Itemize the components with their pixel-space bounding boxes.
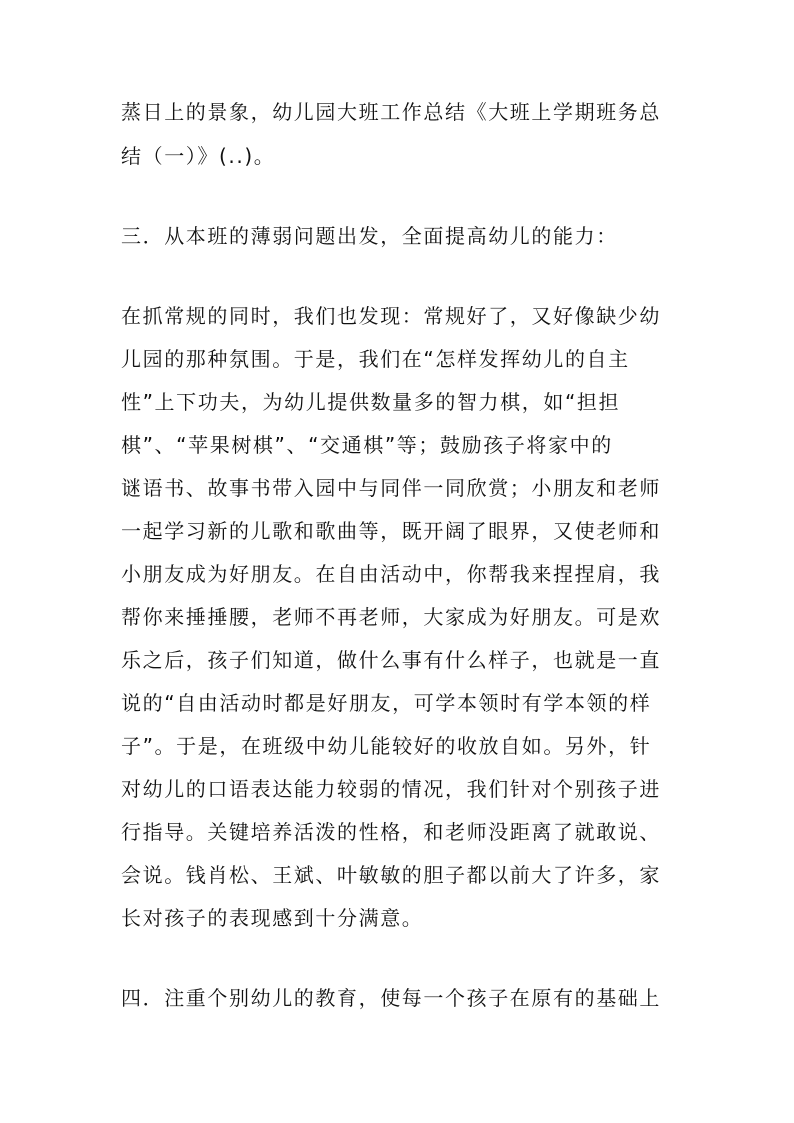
paragraph-line: 性”上下功夫，为幼儿提供数量多的智力棋，如“担担 [121,390,621,414]
paragraph-line: 说的“自由活动时都是好朋友，可学本领时有学本领的样 [121,691,652,715]
paragraph-line: 乐之后，孩子们知道，做什么事有什么样子，也就是一直 [121,648,661,672]
paragraph-line: 帮你来捶捶腰，老师不再老师，大家成为好朋友。可是欢 [121,605,661,629]
paragraph-line: 子”。于是，在班级中幼儿能较好的收放自如。另外，针 [121,734,652,758]
section-heading: 四．注重个别幼儿的教育，使每一个孩子在原有的基础上 [121,986,661,1010]
paragraph-line: 儿园的那种氛围。于是，我们在“怎样发挥幼儿的自主 [121,347,630,371]
paragraph-line: 会说。钱肖松、王斌、叶敏敏的胆子都以前大了许多，家 [121,863,661,887]
paragraph-line: 长对孩子的表现感到十分满意。 [121,906,424,930]
paragraph-line: 一起学习新的儿歌和歌曲等，既开阔了眼界，又使老师和 [121,519,661,543]
section-heading: 三．从本班的薄弱问题出发，全面提高幼儿的能力： [121,224,618,248]
paragraph-line: 对幼儿的口语表达能力较弱的情况，我们针对个别孩子进 [121,777,661,801]
paragraph-line: 小朋友成为好朋友。在自由活动中，你帮我来捏捏肩，我 [121,562,661,586]
paragraph-line: 结（一）》(..)。 [121,144,276,168]
paragraph-line: 谜语书、故事书带入园中与同伴一同欣赏；小朋友和老师 [121,476,661,500]
paragraph-line: 蒸日上的景象，幼儿园大班工作总结《大班上学期班务总 [121,100,661,124]
paragraph-line: 棋”、“苹果树棋”、“交通棋”等；鼓励孩子将家中的 [121,433,613,457]
paragraph-line: 行指导。关键培养活泼的性格，和老师没距离了就敢说、 [121,820,661,844]
paragraph-line: 在抓常规的同时，我们也发现：常规好了，又好像缺少幼 [121,304,661,328]
